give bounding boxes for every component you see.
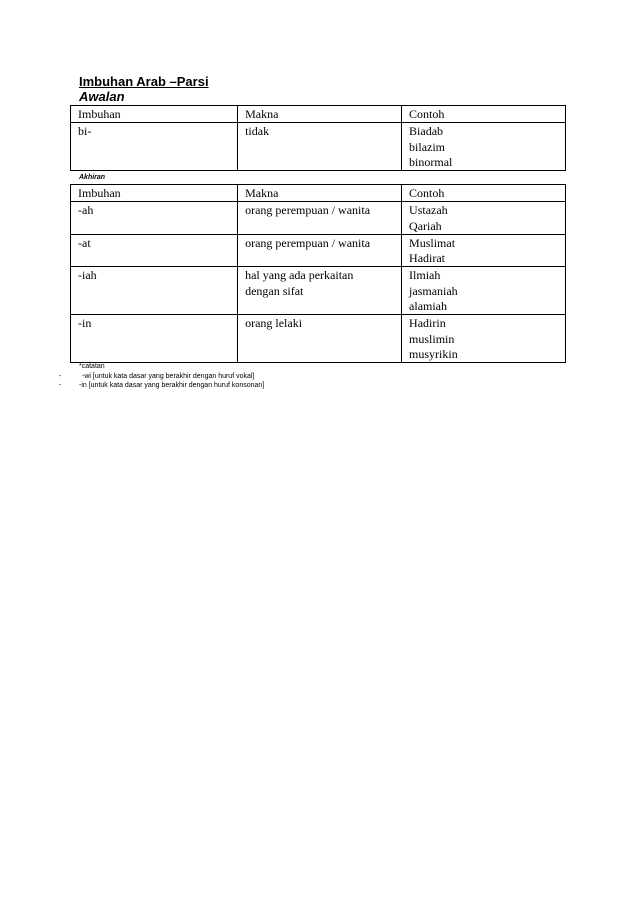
contoh-word: Muslimat	[409, 235, 456, 250]
contoh-word: muslimin	[409, 331, 455, 346]
makna-cell	[238, 267, 402, 315]
contoh-cell	[402, 234, 566, 267]
note-text: -in [untuk kata dasar yang berakhir dengan huruf konsonan]	[79, 382, 265, 389]
contoh-word: binormal	[409, 154, 453, 169]
table-row	[71, 234, 566, 267]
contoh-cell	[402, 123, 566, 171]
table-header-row	[71, 185, 566, 202]
column-header-makna: Makna	[238, 185, 402, 202]
contoh-word: musyrikin	[409, 346, 458, 361]
contoh-word: Hadirat	[409, 251, 446, 266]
column-header-imbuhan: Imbuhan	[71, 106, 238, 123]
page-title: Imbuhan Arab –Parsi	[79, 74, 209, 89]
makna-line: orang lelaki	[245, 316, 303, 331]
table-row	[71, 315, 566, 363]
makna-cell	[238, 123, 402, 171]
table-row	[71, 123, 566, 171]
table-header-row	[71, 106, 566, 123]
contoh-word: Ustazah	[409, 203, 448, 218]
contoh-cell	[402, 315, 566, 363]
note-item	[59, 382, 264, 389]
table-row	[71, 267, 566, 315]
makna-line: orang perempuan / wanita	[245, 235, 371, 250]
imbuhan-cell: bi-	[71, 123, 238, 171]
makna-cell	[238, 315, 402, 363]
section-title-awalan: Awalan	[79, 89, 125, 104]
imbuhan-cell: -iah	[71, 267, 238, 315]
contoh-word: alamiah	[409, 299, 448, 314]
makna-line: orang perempuan / wanita	[245, 203, 371, 218]
section-title-akhiran: Akhiran	[79, 174, 106, 181]
imbuhan-cell: -in	[71, 315, 238, 363]
contoh-word: Qariah	[409, 218, 442, 233]
imbuhan-cell: -at	[71, 234, 238, 267]
note-item	[59, 373, 254, 380]
contoh-word: Ilmiah	[409, 268, 441, 283]
makna-line: dengan sifat	[245, 283, 304, 298]
contoh-cell	[402, 267, 566, 315]
notes-heading: *catatan	[79, 363, 105, 370]
contoh-word: Biadab	[409, 124, 444, 139]
column-header-contoh: Contoh	[402, 106, 566, 123]
contoh-cell	[402, 202, 566, 235]
note-text: -wi [untuk kata dasar yang berakhir dengan huruf vokal]	[82, 373, 255, 380]
column-header-imbuhan: Imbuhan	[71, 185, 238, 202]
makna-cell	[238, 202, 402, 235]
imbuhan-cell: -ah	[71, 202, 238, 235]
makna-line: tidak	[245, 124, 270, 139]
column-header-makna: Makna	[238, 106, 402, 123]
note-bullet: -	[59, 373, 62, 380]
awalan-table	[70, 105, 566, 171]
makna-cell	[238, 234, 402, 267]
akhiran-table	[70, 184, 566, 363]
note-bullet: -	[59, 382, 62, 389]
contoh-word: bilazim	[409, 139, 446, 154]
contoh-word: jasmaniah	[409, 283, 458, 298]
makna-line: hal yang ada perkaitan	[245, 268, 354, 283]
contoh-word: Hadirin	[409, 316, 446, 331]
column-header-contoh: Contoh	[402, 185, 566, 202]
table-row	[71, 202, 566, 235]
